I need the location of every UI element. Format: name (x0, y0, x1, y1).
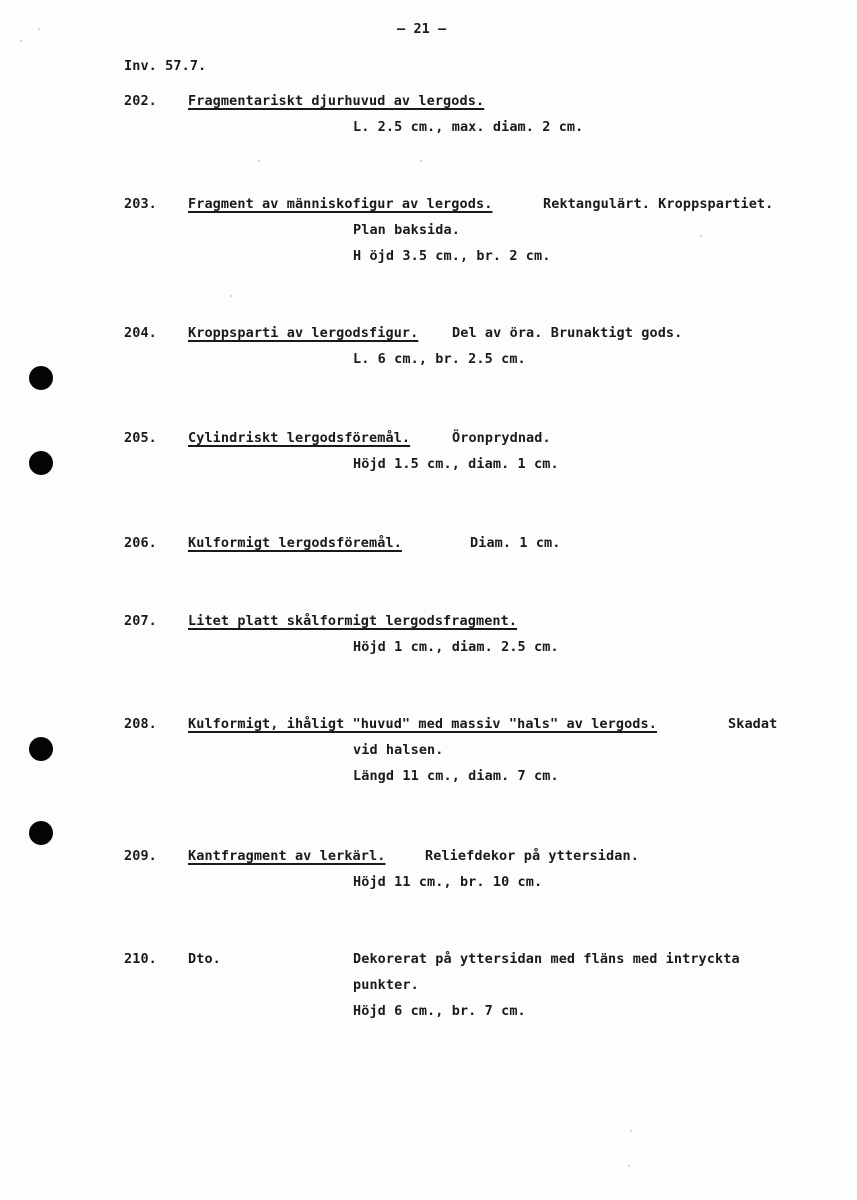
entry-number: 202. (124, 93, 157, 109)
entry-title: Kantfragment av lerkärl. (188, 848, 386, 864)
scan-speck (630, 1130, 632, 1132)
scan-speck (420, 160, 422, 162)
punch-hole (29, 737, 53, 761)
entry-title: Dto. (188, 951, 221, 967)
entry-title-rest: Del av öra. Brunaktigt gods. (452, 325, 683, 341)
entry-title: Kulformigt lergodsföremål. (188, 535, 402, 551)
entry-title-rest: Rektangulärt. Kroppspartiet. (543, 196, 774, 212)
scan-speck (258, 160, 260, 162)
entry-detail: Dekorerat på yttersidan med fläns med intryckta (353, 951, 740, 967)
entry-number: 204. (124, 325, 157, 341)
entry-detail: Höjd 11 cm., br. 10 cm. (353, 874, 543, 890)
entry-detail: Plan baksida. (353, 222, 460, 238)
scan-speck (38, 28, 40, 30)
entry-number: 207. (124, 613, 157, 629)
entry-title: Fragmentariskt djurhuvud av lergods. (188, 93, 485, 109)
scan-speck (628, 1165, 630, 1167)
entry-detail: Höjd 6 cm., br. 7 cm. (353, 1003, 526, 1019)
entry-detail: Höjd 1.5 cm., diam. 1 cm. (353, 456, 559, 472)
entry-title: Kroppsparti av lergodsfigur. (188, 325, 419, 341)
scan-speck (700, 235, 702, 237)
punch-hole (29, 366, 53, 390)
entry-title: Cylindriskt lergodsföremål. (188, 430, 411, 446)
entry-detail: L. 2.5 cm., max. diam. 2 cm. (353, 119, 584, 135)
entry-number: 210. (124, 951, 157, 967)
entry-detail: punkter. (353, 977, 419, 993)
entry-title-rest: Reliefdekor på yttersidan. (425, 848, 639, 864)
entry-detail: vid halsen. (353, 742, 444, 758)
entry-title-rest: Skadat (728, 716, 778, 732)
entry-number: 208. (124, 716, 157, 732)
entry-title-rest: Diam. 1 cm. (470, 535, 561, 551)
page-number: – 21 – (397, 21, 447, 37)
scan-speck (230, 295, 232, 297)
scan-speck (20, 40, 22, 42)
entry-detail: Höjd 1 cm., diam. 2.5 cm. (353, 639, 559, 655)
inventory-number: Inv. 57.7. (124, 58, 207, 74)
entry-number: 205. (124, 430, 157, 446)
entry-number: 203. (124, 196, 157, 212)
entry-detail: Längd 11 cm., diam. 7 cm. (353, 768, 559, 784)
entry-title: Kulformigt, ihåligt "huvud" med massiv "hals" av lergods. (188, 716, 657, 732)
entry-number: 206. (124, 535, 157, 551)
punch-hole (29, 821, 53, 845)
entry-title: Fragment av människofigur av lergods. (188, 196, 493, 212)
punch-hole (29, 451, 53, 475)
entry-detail: L. 6 cm., br. 2.5 cm. (353, 351, 526, 367)
entry-title: Litet platt skålformigt lergodsfragment. (188, 613, 518, 629)
entry-title-rest: Öronprydnad. (452, 430, 551, 446)
entry-number: 209. (124, 848, 157, 864)
entry-detail: H öjd 3.5 cm., br. 2 cm. (353, 248, 551, 264)
